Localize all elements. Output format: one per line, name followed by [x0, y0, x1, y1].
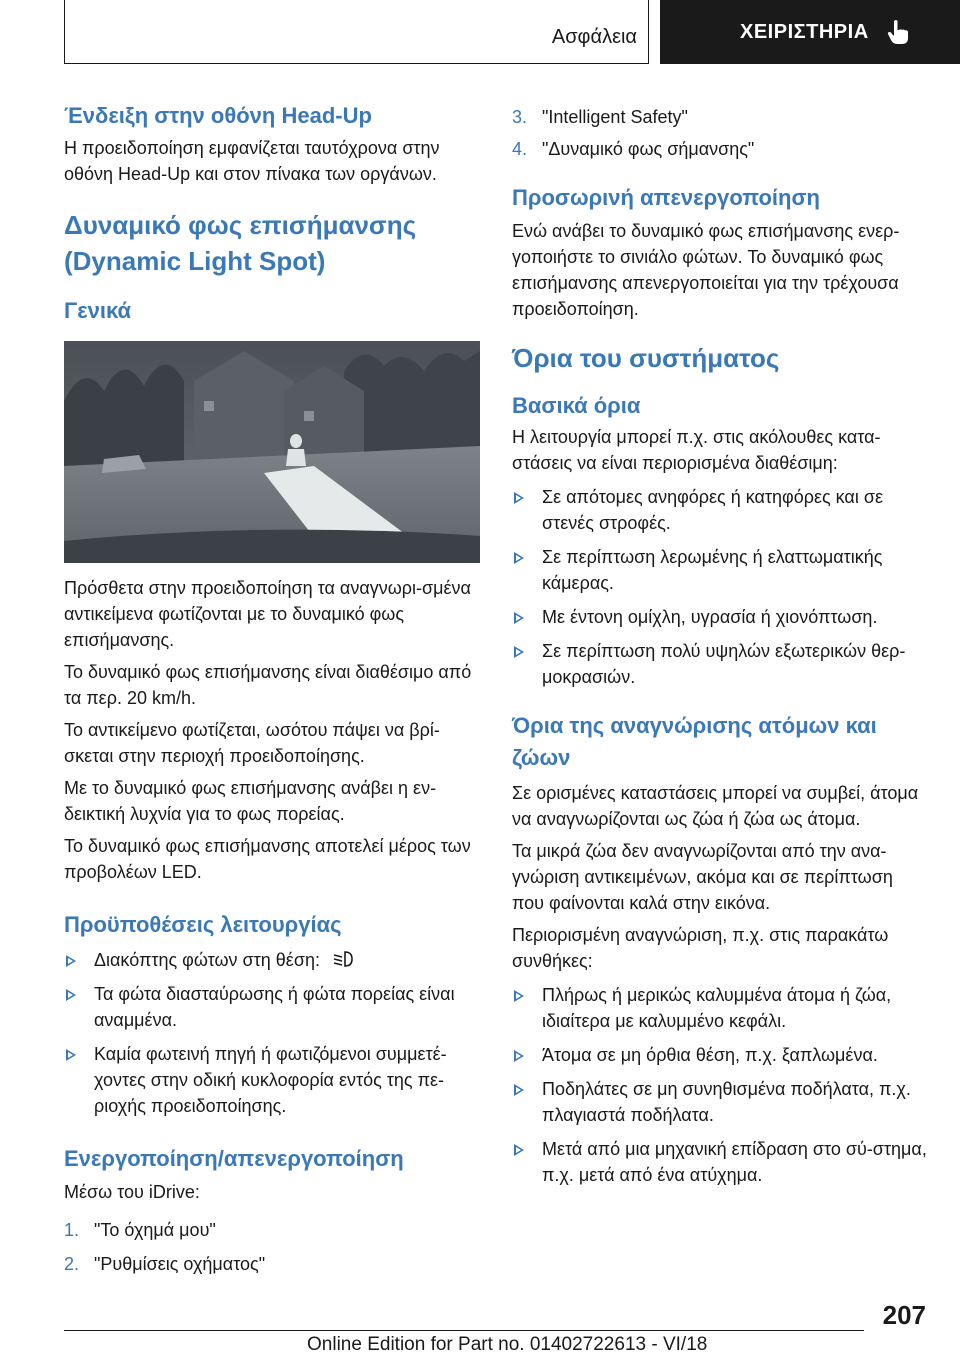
list-item: 2. "Ρυθμίσεις οχήματος"	[64, 1254, 266, 1274]
left-column	[64, 100, 484, 1277]
dls-heading-line1: Δυναμικό φως επισήμανσης	[64, 210, 417, 240]
detection-para-2: Τα μικρά ζώα δεν αναγνωρίζονται από την ανα-γνώριση αντικειμένων, ακόμα και σε περίπτωση που φαίνονται καλά στην εικόνα.	[512, 841, 893, 913]
activation-steps-left	[64, 1217, 484, 1277]
triangle-bullet-icon	[514, 492, 524, 504]
night-road-scene-image	[64, 341, 480, 563]
footer-edition-text: Online Edition for Part no. 01402722613 - VI/18	[307, 1334, 708, 1355]
triangle-bullet-icon	[514, 552, 524, 564]
header-chapter-tab	[660, 0, 960, 64]
prereq-list	[64, 947, 484, 1119]
triangle-bullet-icon	[514, 990, 524, 1002]
basic-limits-list	[512, 484, 927, 690]
dynamic-light-spot-illustration	[64, 341, 480, 563]
basic-limits-heading: Βασικά όρια	[512, 393, 641, 418]
general-para-3: Το αντικείμενο φωτίζεται, ωσότου πάψει να βρί-σκεται στην περιοχή προειδοποίησης.	[64, 720, 440, 766]
low-beam-headlight-icon	[331, 950, 353, 968]
basic-limits-text: Η λειτουργία μπορεί π.χ. στις ακόλουθες κατα-στάσεις να είναι περιορισμένα διαθέσιμη:	[512, 427, 881, 473]
system-limits-heading: Όρια του συστήματος	[512, 343, 780, 373]
list-item: Σε απότομες ανηφόρες ή κατηφόρες και σε στενές στροφές.	[512, 484, 927, 536]
detection-limits-heading: Όρια της αναγνώρισης ατόμων και ζώων	[512, 713, 877, 770]
general-para-1: Πρόσθετα στην προειδοποίηση τα αναγνωρι-σμένα αντικείμενα φωτίζονται με το δυναμικό φως επισήμανσης.	[64, 578, 471, 650]
triangle-bullet-icon	[514, 1084, 524, 1096]
list-item: 4. "Δυναμικό φως σήμανσης"	[512, 139, 755, 159]
header-chapter-label: ΧΕΙΡΙΣΤΗΡΙΑ	[740, 20, 869, 43]
list-item: Πλήρως ή μερικώς καλυμμένα άτομα ή ζώα, ιδιαίτερα με καλυμμένο κεφάλι.	[512, 982, 927, 1034]
page-number: 207	[882, 1300, 926, 1330]
list-item: Σε περίπτωση λερωμένης ή ελαττωματικής κάμερας.	[512, 544, 927, 596]
triangle-bullet-icon	[514, 1144, 524, 1156]
hand-pointer-icon	[887, 19, 909, 45]
triangle-bullet-icon	[66, 955, 76, 967]
activation-intro: Μέσω του iDrive:	[64, 1182, 200, 1202]
triangle-bullet-icon	[514, 646, 524, 658]
list-item: Διακόπτης φώτων στη θέση:	[64, 947, 484, 973]
activation-steps-right	[512, 104, 927, 162]
list-item: Καμία φωτεινή πηγή ή φωτιζόμενοι συμμετέ-χοντες στην οδική κυκλοφορία εντός της πε-ριοχής προειδοποίησης.	[64, 1041, 484, 1119]
detection-limits-list	[512, 982, 927, 1188]
activation-heading: Ενεργοποίηση/απενεργοποίηση	[64, 1146, 404, 1171]
triangle-bullet-icon	[514, 612, 524, 624]
triangle-bullet-icon	[514, 1050, 524, 1062]
list-item: Με έντονη ομίχλη, υγρασία ή χιονόπτωση.	[512, 604, 927, 630]
right-column	[512, 104, 927, 1188]
hud-heading: Ένδειξη στην οθόνη Head-Up	[64, 103, 372, 128]
general-heading: Γενικά	[64, 298, 132, 323]
dls-heading-line2: (Dynamic Light Spot)	[64, 246, 326, 276]
hud-text: Η προειδοποίηση εμφανίζεται ταυτόχρονα στην οθόνη Head-Up και στον πίνακα των οργάνων.	[64, 138, 440, 184]
general-para-4: Με το δυναμικό φως επισήμανσης ανάβει η εν-δεικτική λυχνία για το φως πορείας.	[64, 778, 437, 824]
list-item: Ποδηλάτες σε μη συνηθισμένα ποδήλατα, π.χ. πλαγιαστά ποδήλατα.	[512, 1076, 927, 1128]
prereq-heading: Προϋποθέσεις λειτουργίας	[64, 912, 342, 937]
detection-para-3: Περιορισμένη αναγνώριση, π.χ. στις παρακάτω συνθήκες:	[512, 925, 889, 971]
list-item: Μετά από μια μηχανική επίδραση στο σύ-στημα, π.χ. μετά από ένα ατύχημα.	[512, 1136, 927, 1188]
temp-deactivation-text: Ενώ ανάβει το δυναμικό φως επισήμανσης ενερ-γοποιήστε το σινιάλο φώτων. Το δυναμικό φως επισήμανσης απενεργοποιείται για την τρέχουσα προειδοποίηση.	[512, 221, 900, 319]
triangle-bullet-icon	[66, 1049, 76, 1061]
header-section-title: Ασφάλεια	[551, 26, 637, 48]
footer-divider	[64, 1330, 864, 1331]
list-item: Άτομα σε μη όρθια θέση, π.χ. ξαπλωμένα.	[512, 1042, 927, 1068]
list-item: 1. "Το όχημά μου"	[64, 1220, 216, 1240]
triangle-bullet-icon	[66, 989, 76, 1001]
temp-deactivation-heading: Προσωρινή απενεργοποίηση	[512, 185, 820, 210]
general-para-5: Το δυναμικό φως επισήμανσης αποτελεί μέρος των προβολέων LED.	[64, 836, 471, 882]
general-para-2: Το δυναμικό φως επισήμανσης είναι διαθέσιμο από τα περ. 20 km/h.	[64, 662, 472, 708]
detection-para-1: Σε ορισμένες καταστάσεις μπορεί να συμβεί, άτομα να αναγνωρίζονται ως ζώα ή ζώα ως άτομα.	[512, 783, 919, 829]
list-item: 3. "Intelligent Safety"	[512, 107, 688, 127]
list-item: Σε περίπτωση πολύ υψηλών εξωτερικών θερ-μοκρασιών.	[512, 638, 927, 690]
list-item: Τα φώτα διασταύρωσης ή φώτα πορείας είναι αναμμένα.	[64, 981, 484, 1033]
